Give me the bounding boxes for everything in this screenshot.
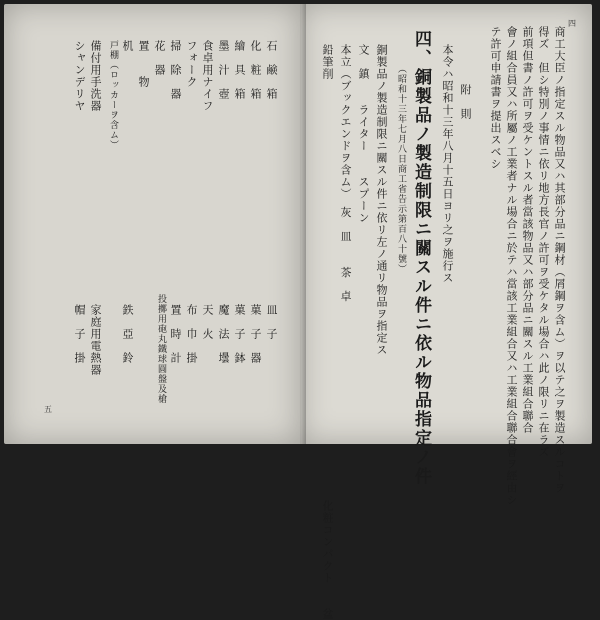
item-col-1-bottom: 皿 子	[265, 304, 278, 340]
item-col-5-top: 食卓用ナイフ	[201, 40, 214, 112]
item-col-4-bottom: 魔 法 壜	[217, 304, 230, 364]
item-col-3-top: 繪 具 箱	[233, 40, 246, 100]
page-number-right: 四	[568, 19, 576, 28]
item-col-6-bottom: 布 巾 掛	[185, 304, 198, 364]
intro-line-2: 得ズ 但シ特別ノ事情ニ依リ地方長官ノ許可ヲ受ケタル場合ハ此ノ限リニ在ラズ	[537, 26, 550, 458]
right-page	[300, 4, 592, 620]
item-col-2-top: 化 粧 箱	[249, 40, 262, 100]
item-col-10-top: 机	[121, 40, 134, 52]
section-heading: 四、銅製品ノ製造制限ニ關スル件ニ依ル物品指定ノ件	[411, 30, 431, 486]
item-col-1-top: 石 鹸 箱	[265, 40, 278, 100]
item-col-13-top: シャンデリヤ	[73, 40, 86, 112]
intro-line-4: 會ノ組合員又ハ所屬ノ工業者ナル場合ニ於テハ當該工業組合又ハ工業組合聯合會ヲ經由シ	[505, 26, 518, 506]
item-col-3-bottom: 菓 子 鉢	[233, 304, 246, 364]
item-col-11-top: 戸棚（ロッカーヲ含ム）	[108, 40, 118, 150]
intro-line-5: テ許可申請書ヲ提出スベシ	[489, 26, 502, 170]
item-col-6-top: フォーク	[185, 40, 198, 88]
items-row-2: 本立（ブックエンドヲ含ム） 灰 皿 茶 卓	[339, 44, 352, 303]
item-col-5-bottom: 天 火	[201, 304, 214, 340]
item-col-4-top: 墨 汁 壺	[217, 40, 230, 100]
item-col-10-bottom: 鉄 亞 鈴	[121, 304, 134, 364]
item-col-2-bottom: 菓 子 器	[249, 304, 262, 364]
fusoku-text: 本令ハ昭和十三年八月十五日ヨリ之ヲ施行ス	[441, 44, 454, 284]
items-row-1: 文 鎮 ライター スプーン	[357, 44, 370, 224]
item-col-7-bottom: 置 時 計	[169, 304, 182, 364]
item-col-12-bottom: 家庭用電熱器	[89, 304, 102, 376]
item-col-9-top: 置 物	[137, 40, 150, 88]
intro-line-3: 前項但書ノ許可ヲ受ケントスル者當該物品又ハ部分品ニ關スル工業組合聯合	[521, 26, 534, 434]
item-col-8-bottom: 投擲用砲丸鐵球圓盤及槍	[156, 294, 166, 404]
page-number-left: 五	[44, 405, 52, 414]
item-col-7-top: 掃 除 器	[169, 40, 182, 100]
left-page-far-columns	[4, 4, 124, 444]
items-row-3: 鉛筆削 化粧コンパクト 盆	[321, 44, 334, 620]
item-col-12-top: 備付用手洗器	[89, 40, 102, 112]
item-col-8-top: 花 器	[153, 40, 166, 76]
notice-body: 銅製品ノ製造制限ニ關スル件ニ依リ左ノ通リ物品ヲ指定ス	[375, 44, 388, 356]
fusoku-label: 附 則	[459, 84, 472, 120]
item-col-13-bottom: 帽 子 掛	[73, 304, 86, 364]
notice-citation: （昭和十三年七月八日商工省告示第百八十號）	[396, 64, 406, 274]
intro-line-1: 商工大臣ノ指定スル物品又ハ其部分品ニ鋼材（屑鋼ヲ含ム）ヲ以テ之ヲ製造スルコトヲ	[553, 26, 566, 494]
